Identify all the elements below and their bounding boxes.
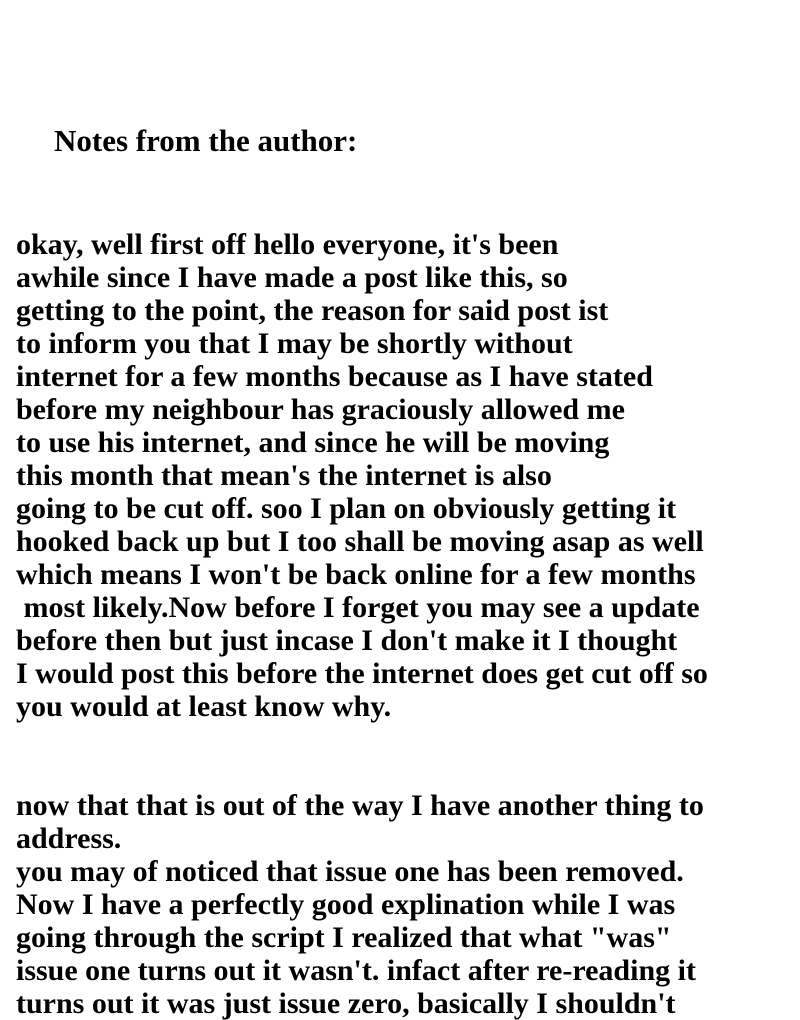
text-line: going to be cut off. soo I plan on obviously getting it [16, 492, 677, 525]
text-line: awhile since I have made a post like this, so [16, 261, 568, 294]
text-line: before then but just incase I don't make it I thought [16, 624, 678, 657]
text-line: hooked back up but I too shall be moving asap as well [16, 525, 704, 558]
text-line: now that that is out of the way I have another thing to [16, 789, 704, 822]
text-line: most likely.Now before I forget you may see a update [16, 591, 700, 624]
text-line: Now I have a perfectly good explination while I was [16, 888, 676, 921]
text-line: I would post this before the internet does get cut off so [16, 657, 708, 690]
paragraph-issue-removed [16, 789, 704, 1020]
page-title: Notes from the author: [54, 123, 358, 158]
text-line: okay, well first off hello everyone, it's been [16, 228, 559, 261]
text-line: you would at least know why. [16, 690, 392, 723]
text-line: to use his internet, and since he will be moving [16, 426, 610, 459]
text-line: address. [16, 822, 122, 855]
text-line: you may of noticed that issue one has been removed. [16, 855, 684, 888]
text-line: going through the script I realized that what "was" [16, 921, 672, 954]
text-line: to inform you that I may be shortly without [16, 327, 573, 360]
text-line: getting to the point, the reason for said post ist [16, 294, 609, 327]
text-line: internet for a few months because as I have stated [16, 360, 653, 393]
paragraph-internet-notice [16, 228, 708, 723]
text-line: this month that mean's the internet is also [16, 459, 552, 492]
text-line: turns out it was just issue zero, basically I shouldn't [16, 987, 676, 1020]
text-line: which means I won't be back online for a few months [16, 558, 696, 591]
text-line: before my neighbour has graciously allowed me [16, 393, 625, 426]
text-line: issue one turns out it wasn't. infact after re-reading it [16, 954, 696, 987]
